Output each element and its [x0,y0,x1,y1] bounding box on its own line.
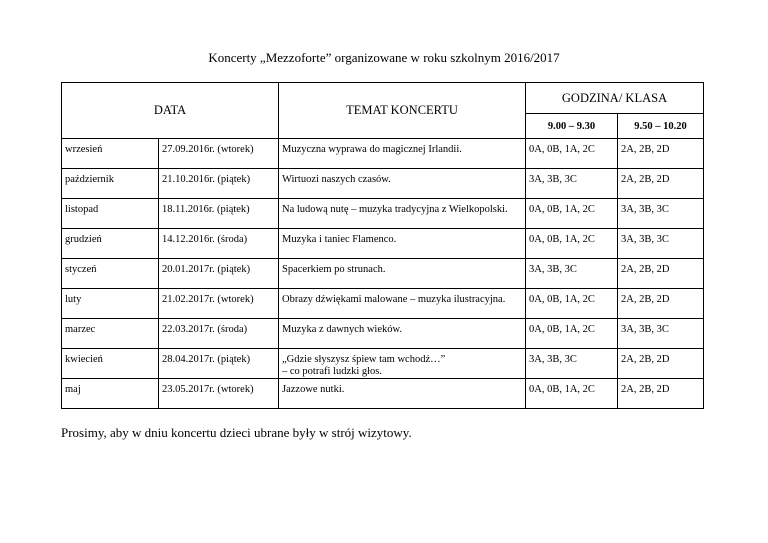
month-cell: maj [62,379,159,409]
topic-line-2: – co potrafi ludzki głos. [282,366,383,377]
slot1-classes-cell: 0A, 0B, 1A, 2C [526,139,618,169]
footer-note: Prosimy, aby w dniu koncertu dzieci ubrane były w strój wizytowy. [61,425,412,440]
month-cell: marzec [62,319,159,349]
header-slot-1: 9.00 – 9.30 [526,114,618,139]
concert-schedule-table [61,82,704,409]
topic-cell: Muzyka i taniec Flamenco. [279,229,526,259]
page-title: Koncerty „Mezzoforte” organizowane w roku szkolnym 2016/2017 [208,50,560,65]
header-temat-koncertu: TEMAT KONCERTU [279,83,526,139]
month-cell: grudzień [62,229,159,259]
slot1-classes-cell: 0A, 0B, 1A, 2C [526,199,618,229]
table-header-row [62,83,704,114]
date-cell: 14.12.2016r. (środa) [159,229,279,259]
slot1-classes-cell: 0A, 0B, 1A, 2C [526,229,618,259]
date-cell: 23.05.2017r. (wtorek) [159,379,279,409]
table-row [62,199,704,229]
topic-line-1: „Gdzie słyszysz śpiew tam wchodź…” [282,354,446,365]
month-cell: październik [62,169,159,199]
slot2-classes-cell: 3A, 3B, 3C [618,319,704,349]
slot2-classes-cell: 2A, 2B, 2D [618,379,704,409]
slot2-classes-cell: 3A, 3B, 3C [618,229,704,259]
slot1-classes-cell: 3A, 3B, 3C [526,169,618,199]
slot1-classes-cell: 0A, 0B, 1A, 2C [526,289,618,319]
table-row [62,229,704,259]
slot2-classes-cell: 2A, 2B, 2D [618,169,704,199]
table-row [62,319,704,349]
table-row [62,259,704,289]
topic-cell: Obrazy dźwiękami malowane – muzyka ilustracyjna. [279,289,526,319]
date-cell: 18.11.2016r. (piątek) [159,199,279,229]
date-cell: 20.01.2017r. (piątek) [159,259,279,289]
date-cell: 28.04.2017r. (piątek) [159,349,279,379]
month-cell: listopad [62,199,159,229]
table-row [62,169,704,199]
slot2-classes-cell: 2A, 2B, 2D [618,349,704,379]
header-data: DATA [62,83,279,139]
slot1-classes-cell: 3A, 3B, 3C [526,349,618,379]
slot2-classes-cell: 2A, 2B, 2D [618,259,704,289]
table-row [62,349,704,379]
month-cell: kwiecień [62,349,159,379]
month-cell: luty [62,289,159,319]
table-row [62,139,704,169]
date-cell: 21.02.2017r. (wtorek) [159,289,279,319]
date-cell: 27.09.2016r. (wtorek) [159,139,279,169]
slot1-classes-cell: 0A, 0B, 1A, 2C [526,379,618,409]
slot1-classes-cell: 0A, 0B, 1A, 2C [526,319,618,349]
topic-cell: Muzyka z dawnych wieków. [279,319,526,349]
date-cell: 21.10.2016r. (piątek) [159,169,279,199]
header-godzina-klasa: GODZINA/ KLASA [526,83,704,114]
month-cell: wrzesień [62,139,159,169]
table-row [62,379,704,409]
slot2-classes-cell: 2A, 2B, 2D [618,289,704,319]
header-slot-2: 9.50 – 10.20 [618,114,704,139]
table-row [62,289,704,319]
topic-cell: Muzyczna wyprawa do magicznej Irlandii. [279,139,526,169]
topic-cell: Wirtuozi naszych czasów. [279,169,526,199]
month-cell: styczeń [62,259,159,289]
topic-cell: Na ludową nutę – muzyka tradycyjna z Wielkopolski. [279,199,526,229]
slot2-classes-cell: 2A, 2B, 2D [618,139,704,169]
topic-cell [279,349,526,379]
date-cell: 22.03.2017r. (środa) [159,319,279,349]
topic-cell: Spacerkiem po strunach. [279,259,526,289]
topic-cell: Jazzowe nutki. [279,379,526,409]
slot2-classes-cell: 3A, 3B, 3C [618,199,704,229]
slot1-classes-cell: 3A, 3B, 3C [526,259,618,289]
